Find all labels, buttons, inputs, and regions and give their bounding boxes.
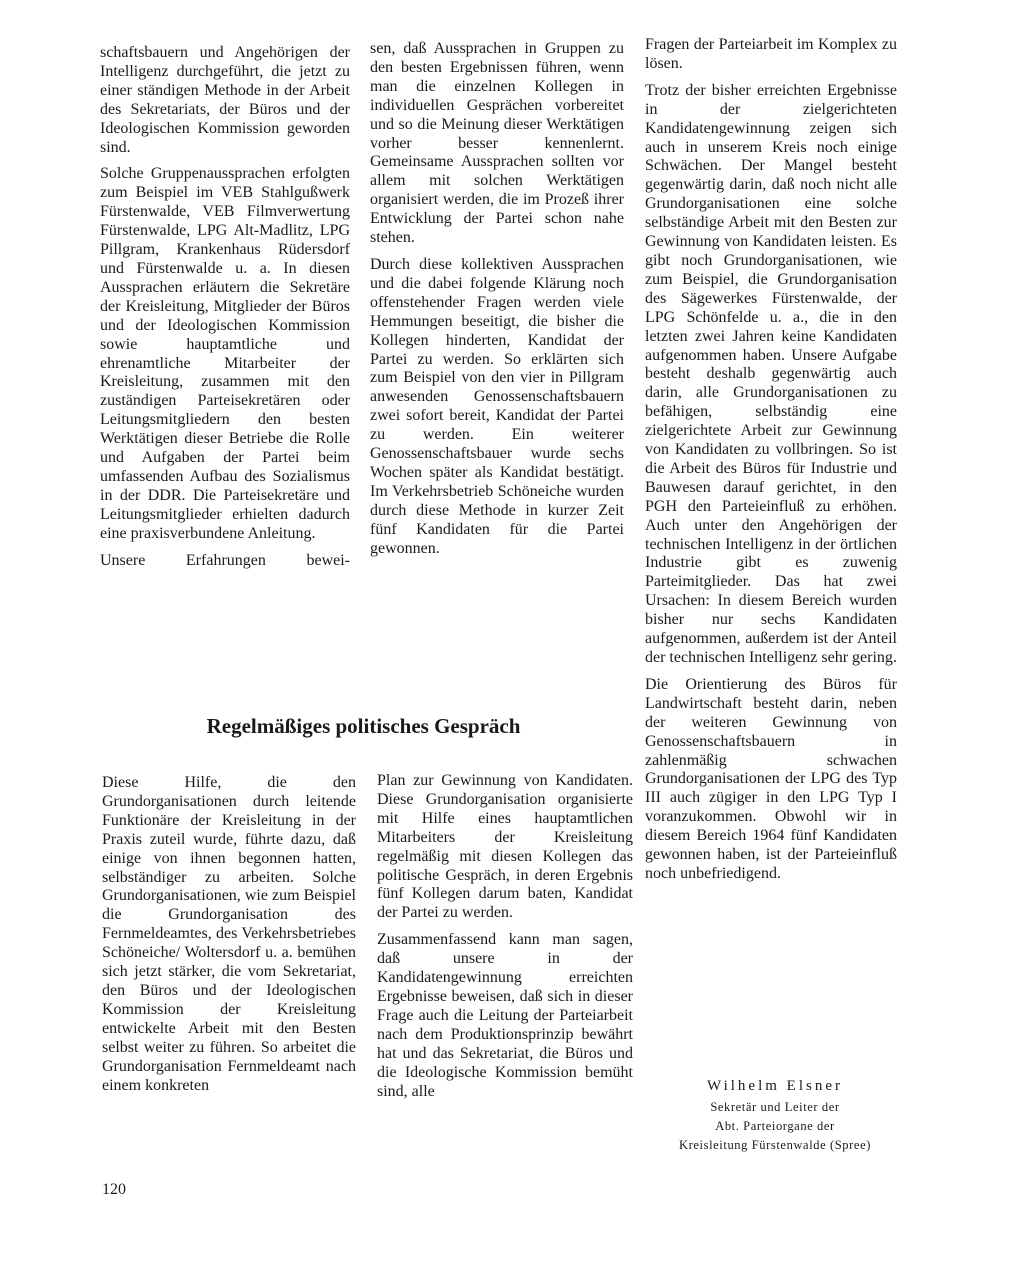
text-column-5 [377,772,633,1101]
paragraph: Die Orientierung des Büros für Landwirtschaft besteht darin, neben der weiteren Gewinnung von Genossenschaftsbauern in zahlenmäßig schwachen Grundorganisationen der LPG des Typ III auch zügiger in den LPG Typ I voranzukommen. Obwohl wir in diesem Bereich 1964 fünf Kandidaten gewonnen haben, ist der Parteieinfluß noch unbefriedigend. [645,675,897,882]
paragraph: Unsere Erfahrungen bewei- [100,551,350,569]
paragraph: Trotz der bisher erreichten Ergebnisse in der zielgerichteten Kandidatengewinnung zeigen sich auch in unserem Kreis noch einige Schwächen. Der Mangel besteht gegenwärtig darin, daß noch nicht alle Grundorganisationen eine solche selbständige Arbeit mit den Besten zur Gewinnung von Kandidaten leisten. Es gibt noch Grundorganisationen, wie zum Beispiel, die Grundorganisation des Sägewerkes Fürstenwalde, der LPG Schönfelde u. a., die in den letzten zwei Jahren keine Kandidaten aufgenommen haben. Unsere Aufgabe besteht deshalb gegenwärtig auch darin, alle Grundorganisationen zu befähigen, selbständig eine zielgerichtete Arbeit zur Gewinnung von Kandidaten zu vollbringen. So ist die Arbeit des Büros für Industrie und Bauwesen darauf gerichtet, in den PGH den Parteieinfluß zu erhöhen. Auch unter den Angehörigen der technischen Intelligenz in der örtlichen Industrie gibt es zuwenig Parteimitglieder. Das hat zwei Ursachen: In diesem Bereich wurden bisher nur sechs Kandidaten aufgenommen, außerdem ist der Anteil der technischen Intelligenz sehr gering. [645,81,897,666]
paragraph: Zusammenfassend kann man sagen, daß unsere in der Kandidatengewinnung erreichten Ergebnisse beweisen, daß sich in dieser Frage auch die Leitung der Parteiarbeit nach dem Produktionsprinzip bewährt hat und das Sekretariat, die Büros und die Ideologische Kommission bemüht sind, alle [377,931,633,1100]
paragraph: sen, daß Aussprachen in Gruppen zu den besten Ergebnissen führen, wenn man die einzelnen Kollegen in individuellen Gesprächen vorbereitet und so die Meinung dieser Werktätigen vorher besser kennenlernt. Gemeinsame Aussprachen sollten vor allem mit solchen Werktätigen organisiert werden, die im Prozeß ihrer Entwicklung der Partei schon nahe stehen. [370,40,624,247]
author-name: Wilhelm Elsner [707,1078,843,1094]
text-column-1 [100,44,350,570]
author-role: Abt. Parteiorgane der [715,1119,835,1133]
section-heading: Regelmäßiges politisches Gespräch [206,714,521,738]
text-column-3 [645,36,897,884]
paragraph: schaftsbauern und Angehörigen der Intelligenz durchgeführt, die jetzt zu einer ständigen Methode in der Arbeit des Sekretariats, der Büros und der Ideologischen Kommission geworden sind. [100,44,350,156]
author-role: Kreisleitung Fürstenwalde (Spree) [679,1138,871,1152]
paragraph: Solche Gruppenaussprachen erfolgten zum Beispiel im VEB Stahlgußwerk Fürstenwalde, VEB Filmverwertung Fürstenwalde, LPG Alt-Madlitz, LPG Pillgram, Krankenhaus Rüdersdorf und Fürstenwalde u. a. In diesen Aussprachen erläutern die Sekretäre der Kreisleitung, Mitglieder der Büros und der Ideologischen Kommission sowie hauptamtliche und ehrenamtliche Mitarbeiter der Kreisleitung, zusammen mit den zuständigen Parteisekretären oder Leitungsmitgliedern den besten Werktätigen dieser Betriebe die Rolle und Aufgaben der Partei beim umfassenden Aufbau des Sozialismus in der DDR. Die Parteisekretäre und Leitungsmitglieder erhielten dadurch eine praxisverbundene Anleitung. [100,165,350,542]
page-number: 120 [102,1181,126,1198]
paragraph: Fragen der Parteiarbeit im Komplex zu lösen. [645,36,897,72]
text-column-2 [370,40,624,558]
text-column-4 [102,774,356,1095]
paragraph: Diese Hilfe, die den Grundorganisationen durch leitende Funktionäre der Kreisleitung in der Praxis zuteil wurde, führte dazu, daß einige von ihnen begonnen hatten, selbständiger zu arbeiten. Solche Grundorganisationen, wie zum Beispiel die Grundorganisation des Fernmeldeamtes, des Verkehrsbetriebes Schöneiche/ Woltersdorf u. a. bemühen sich jetzt stärker, die vom Sekretariat, den Büros und der Ideologischen Kommission der Kreisleitung entwickelte Arbeit mit den Besten selbst weiter zu führen. So arbeitet die Grundorganisation Fernmeldeamt nach einem konkreten [102,774,356,1094]
paragraph: Durch diese kollektiven Aussprachen und die dabei folgende Klärung noch offenstehender Fragen werden viele Hemmungen beseitigt, die bisher die Kollegen hinderten, Kandidat der Partei zu werden. So erklärten sich zum Beispiel von den vier in Pillgram anwesenden Genossenschaftsbauern zwei sofort bereit, Kandidat der Partei zu werden. Ein weiterer Genossenschaftsbauer wurde sechs Wochen später als Kandidat bestätigt. Im Verkehrsbetrieb Schöneiche wurden durch diese Methode in kurzer Zeit fünf Kandidaten für die Partei gewonnen. [370,255,624,557]
author-role: Sekretär und Leiter der [710,1100,840,1114]
paragraph: Plan zur Gewinnung von Kandidaten. Diese Grundorganisation organisierte mit Hilfe eines hauptamtlichen Mitarbeiters der Kreisleitung regelmäßig mit diesen Kollegen das politische Gespräch, in deren Ergebnis fünf Kollegen darum baten, Kandidat der Partei zu werden. [377,772,633,922]
